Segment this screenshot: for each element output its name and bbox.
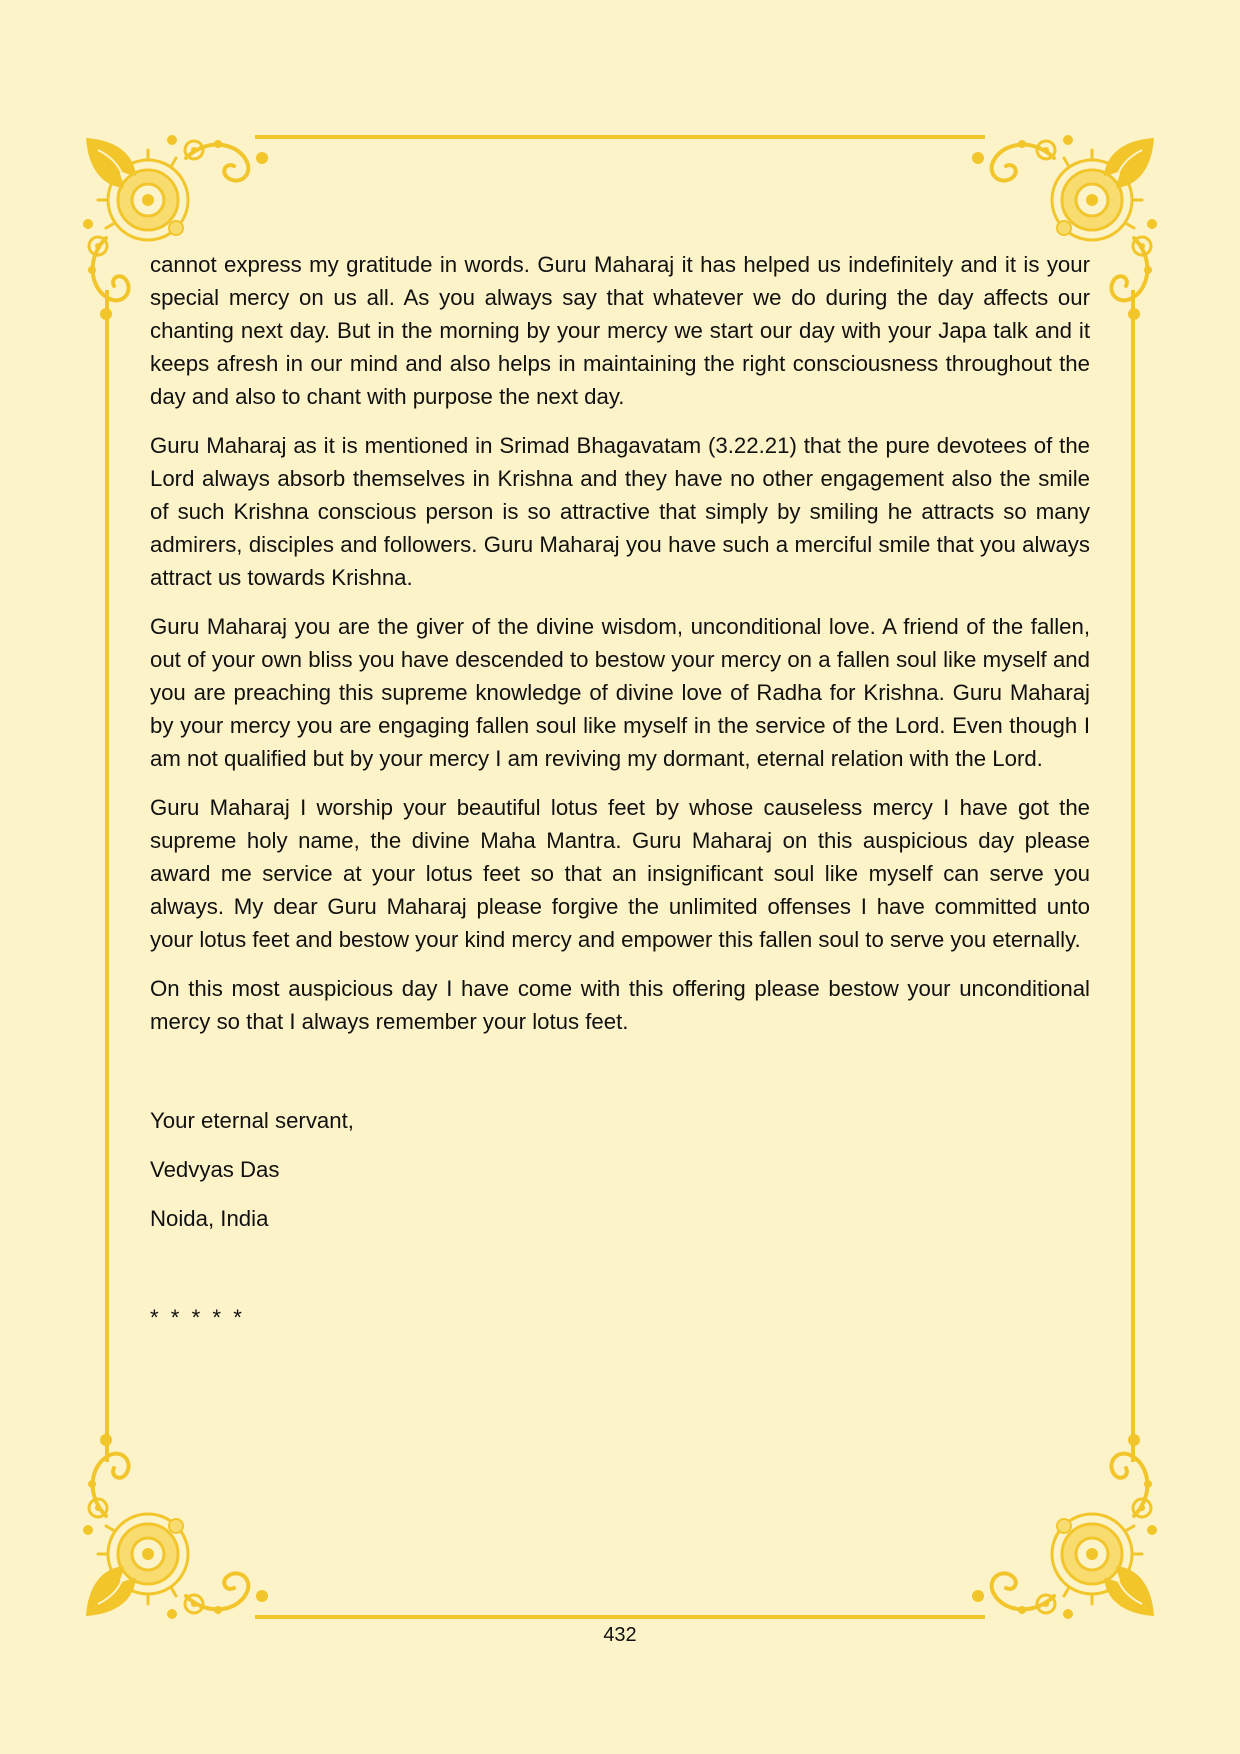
author-location: Noida, India — [150, 1206, 269, 1231]
closing-salutation: Your eternal servant, — [150, 1108, 354, 1133]
floral-corner-ornament-icon — [83, 1434, 268, 1619]
paragraph-offering: On this most auspicious day I have come with this offering please bestow your unconditional mercy so that I always remember your lotus feet. — [150, 976, 1090, 1034]
page-number: 432 — [603, 1624, 637, 1646]
closing-block — [150, 1104, 1090, 1235]
paragraph-divine-wisdom: Guru Maharaj you are the giver of the divine wisdom, unconditional love. A friend of the fallen, out of your own bliss you have descended to bestow your mercy on a fallen soul like myself and you are preaching this supreme knowledge of divine love of Radha for Krishna. Guru Maharaj by your mercy you are engaging fallen soul like myself in the service of the Lord. Even though I am not qualified but by your mercy I am reviving my dormant, eternal relation with the Lord. — [150, 614, 1090, 771]
paragraph-gratitude: cannot express my gratitude in words. Guru Maharaj it has helped us indefinitely and it is your special mercy on us all. As you always say that whatever we do during the day affects our chanting next day. But in the morning by your mercy we start our day with your Japa talk and it keeps afresh in our mind and also helps in maintaining the right consciousness throughout the day and also to chant with purpose the next day. — [150, 252, 1090, 409]
section-separator: * * * * * — [150, 1305, 245, 1330]
paragraph-bhagavatam: Guru Maharaj as it is mentioned in Srimad Bhagavatam (3.22.21) that the pure devotees of the Lord always absorb themselves in Krishna and they have no other engagement also the smile of such Krishna conscious person is so attractive that simply by smiling he attracts so many admirers, disciples and followers. Guru Maharaj you have such a merciful smile that you always attract us towards Krishna. — [150, 433, 1090, 590]
letter-body — [150, 248, 1090, 1334]
floral-corner-ornament-icon — [972, 1434, 1157, 1619]
author-name: Vedvyas Das — [150, 1157, 280, 1182]
paragraph-lotus-feet: Guru Maharaj I worship your beautiful lotus feet by whose causeless mercy I have got the supreme holy name, the divine Maha Mantra. Guru Maharaj on this auspicious day please award me service at your lotus feet so that an insignificant soul like myself can serve you always. My dear Guru Maharaj please forgive the unlimited offenses I have committed unto your lotus feet and bestow your kind mercy and empower this fallen soul to serve you eternally. — [150, 795, 1090, 952]
